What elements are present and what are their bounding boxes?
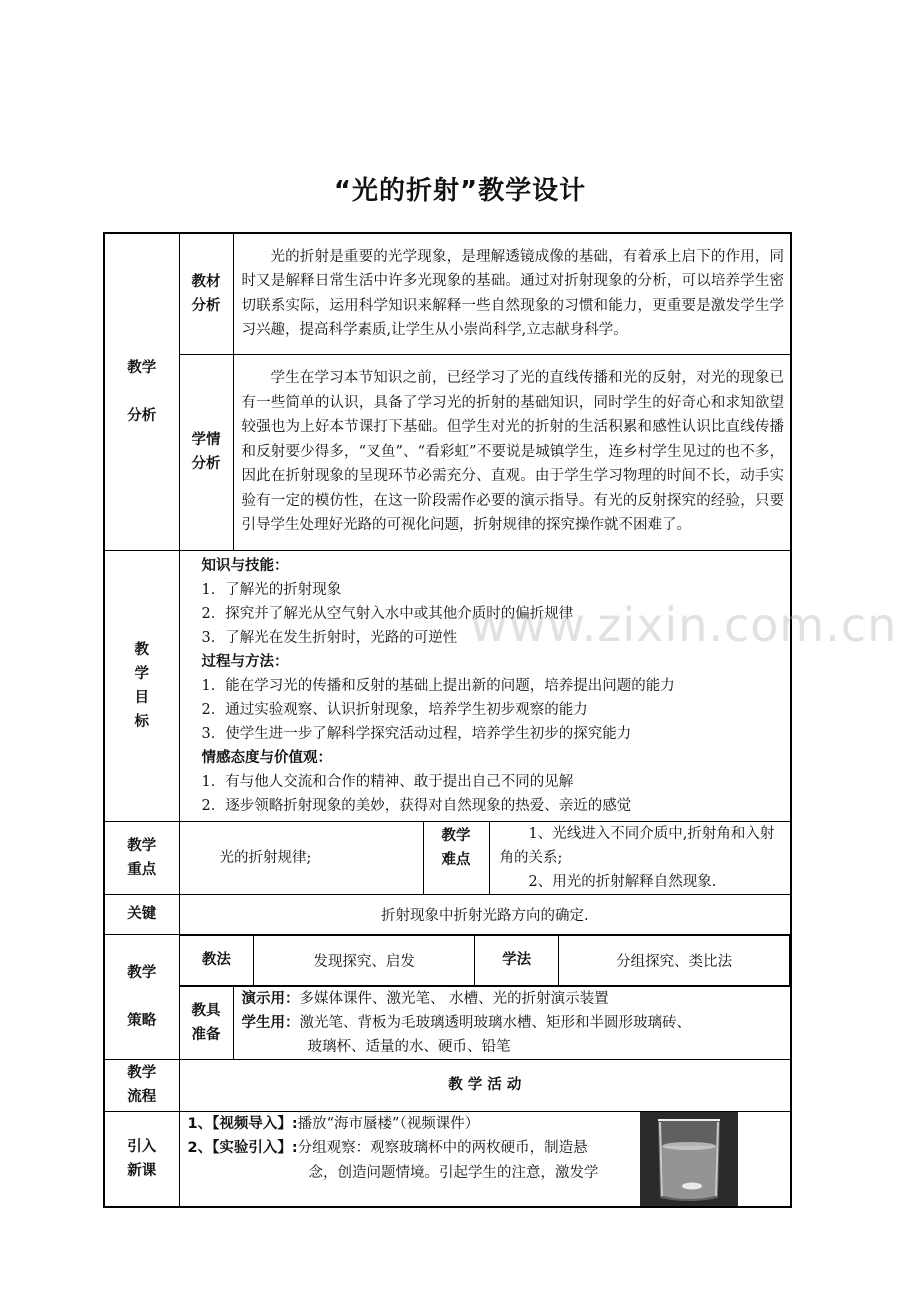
intro-content: 1、【视频导入】:播放“海市蜃楼”（视频课件） 2、【实验引入】:分组观察：观察玻璃杯中的两枚硬币，制造悬 念，创造问题情境。引起学生的注意，激发学: [179, 1111, 791, 1207]
list-item: 3．了解光在发生折射时，光路的可逆性: [201, 629, 458, 646]
list-item: 2．通过实验观察、认识折射现象，培养学生初步观察的能力: [201, 701, 588, 718]
key-label: 关键: [104, 894, 179, 934]
flow-label: 教学 流程: [104, 1059, 179, 1111]
list-item: 2．探究并了解光从空气射入水中或其他介质时的偏折规律: [201, 605, 574, 622]
tools-content: 演示用：多媒体课件、激光笔、 水槽、光的折射演示装置 学生用：激光笔、背板为毛玻璃透明玻璃水槽、矩形和半圆形玻璃砖、 玻璃杯、适量的水、硬币、铅笔: [233, 986, 791, 1059]
tools-label: 教具 准备: [179, 986, 233, 1059]
lesson-plan-table: [103, 232, 792, 1208]
difficult-point-text: 1、光线进入不同介质中,折射角和入射角的关系; 2、用光的折射解释自然现象.: [489, 821, 791, 894]
list-item: 3．使学生进一步了解科学探究活动过程，培养学生初步的探究能力: [201, 725, 632, 742]
strategy-methods: [179, 934, 791, 986]
learning-method-label: 学法: [474, 935, 558, 985]
list-item: 1．有与他人交流和合作的精神、敢于提出自己不同的见解: [201, 773, 574, 790]
teaching-method-label: 教法: [180, 935, 254, 985]
glass-beaker-icon: [640, 1112, 738, 1206]
glass-beaker-image: [640, 1112, 738, 1206]
key-text: 折射现象中折射光路方向的确定.: [179, 894, 791, 934]
goals-label: 教 学 目 标: [104, 550, 179, 821]
list-item: 2．逐步领略折射现象的美妙，获得对自然现象的热爱、亲近的感觉: [201, 797, 632, 814]
strategy-label: 教学 策略: [104, 934, 179, 1059]
student-analysis-label: 学情 分析: [179, 354, 233, 550]
teaching-method-text: 发现探究、启发: [254, 935, 475, 985]
analysis-label: 教学 分析: [104, 233, 179, 550]
teaching-activity-heading: 教 学 活 动: [179, 1059, 791, 1111]
knowledge-heading: 知识与技能：: [201, 557, 289, 574]
watermark: www.zixin.com.cn: [470, 598, 898, 652]
list-item: 1．了解光的折射现象: [201, 581, 342, 598]
learning-method-text: 分组探究、类比法: [559, 935, 790, 985]
key-point-label: 教学 重点: [104, 821, 179, 894]
material-analysis-text: 光的折射是重要的光学现象，是理解透镜成像的基础，有着承上启下的作用，同时又是解释日常生活中许多光现象的基础。通过对折射现象的分析，可以培养学生密切联系实际，运用科学知识来解释一些自然现象的习惯和能力，更重要是激发学生学习兴趣，提高科学素质,让学生从小崇尚科学,立志献身科学。: [233, 233, 791, 354]
process-heading: 过程与方法：: [201, 653, 289, 670]
student-analysis-text: 学生在学习本节知识之前，已经学习了光的直线传播和光的反射，对光的现象已有一些简单的认识，具备了学习光的折射的基础知识，同时学生的好奇心和求知欲望较强也为上好本节课打下基础。但学生对光的折射的生活积累和感性认识比直线传播和反射要少得多，“叉鱼”、“看彩虹”不要说是城镇学生，连乡村学生见过的也不多，因此在折射现象的呈现环节必需充分、直观。由于学生学习物理的时间不长，动手实验有一定的模仿性，在这一阶段需作必要的演示指导。有光的反射探究的经验，只要引导学生处理好光路的可视化问题，折射规律的探究操作就不困难了。: [233, 354, 791, 550]
difficult-point-label: 教学 难点: [423, 821, 489, 894]
goals-content: [179, 550, 791, 821]
key-point-text: 光的折射规律;: [179, 821, 423, 894]
emotion-heading: 情感态度与价值观：: [201, 749, 332, 766]
intro-label: 引入 新课: [104, 1111, 179, 1207]
material-analysis-label: 教材 分析: [179, 233, 233, 354]
list-item: 1．能在学习光的传播和反射的基础上提出新的问题，培养提出问题的能力: [201, 677, 675, 694]
page-title: “光的折射”教学设计: [333, 176, 587, 206]
